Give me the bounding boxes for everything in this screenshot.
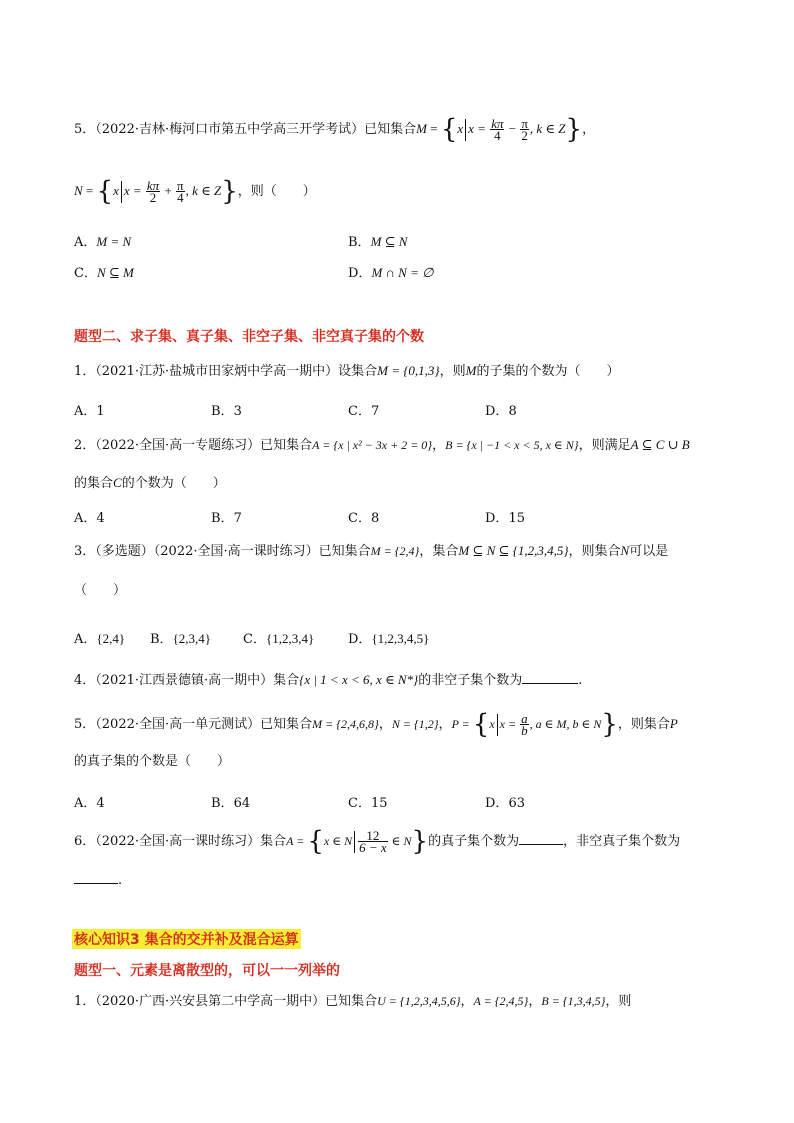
set-A-symbol: A = (286, 834, 308, 848)
option-value: 1 (96, 404, 105, 419)
option-value: {1,2,3,4} (265, 631, 315, 646)
option-label: D． (485, 796, 509, 811)
fraction-kpi-2 (146, 180, 160, 203)
question-text: 1．（2021·江苏·盐城市田家炳中学高一期中）设集合 (74, 364, 378, 379)
set-variable: x (113, 183, 119, 198)
set-B-expression: B = {1,3,4,5} (541, 994, 606, 1008)
question-text: ，则集合 (568, 544, 621, 559)
set-condition: x = (123, 183, 145, 198)
option-value: {2,4} (96, 631, 126, 646)
fraction-pi-2 (520, 118, 529, 141)
option-label: B． (348, 235, 371, 250)
question-text: ，则集合 (617, 717, 670, 732)
set-expression: M = {0,1,3} (377, 363, 440, 378)
option-expr: M ∩ N = ∅ (371, 265, 434, 280)
equals-sign: = (426, 121, 441, 136)
set-symbol: P (669, 716, 678, 731)
question-text: 可以是 (629, 544, 669, 559)
question-text: 的个数为（ ） (121, 476, 226, 491)
right-brace: } (411, 826, 429, 857)
option-value: 8 (370, 511, 380, 526)
option-b[interactable] (348, 231, 407, 250)
question-text: 2．（2022·全国·高一专题练习）已知集合 (74, 438, 313, 453)
question-3-line1 (74, 543, 668, 560)
option-label: B． (211, 511, 234, 526)
frac-den: 2 (521, 128, 528, 143)
option-label: D． (348, 632, 372, 647)
set-tail: , k ∈ Z (185, 183, 222, 198)
option-c[interactable] (243, 628, 314, 647)
option-a[interactable] (74, 400, 105, 419)
equals-sign: = (82, 183, 97, 198)
set-tail: , k ∈ Z (529, 121, 566, 136)
question-text: 3．（多选题）（2022·全国·高一课时练习）已知集合 (74, 544, 371, 559)
option-d[interactable] (485, 792, 525, 811)
option-b[interactable] (211, 507, 242, 526)
set-divider (121, 181, 122, 203)
right-brace: } (221, 176, 238, 207)
frac-num: kπ (146, 178, 160, 193)
question-text: 5．（2022·吉林·梅河口市第五中学高三开学考试）已知集合 (74, 122, 417, 137)
set-N-expression: N = {1,2} (391, 717, 439, 731)
fraction-kpi-4 (490, 118, 504, 141)
condition-expression: M ⊆ N ⊆ {1,2,3,4,5} (458, 543, 569, 558)
set-variable: x (489, 717, 495, 731)
question-5-prev-line2 (74, 176, 316, 207)
question-3-line2: （ ） (74, 583, 127, 598)
option-d[interactable] (485, 507, 525, 526)
option-value: {2,3,4} (172, 631, 212, 646)
left-brace: { (440, 114, 458, 145)
set-tail: , a ∈ M, b ∈ N (529, 717, 602, 731)
set-divider (354, 831, 355, 853)
fraction-a-b (520, 713, 529, 736)
frac-den: 4 (494, 128, 501, 143)
right-brace: } (601, 709, 618, 740)
comma: ， (582, 122, 596, 137)
period: . (118, 873, 123, 888)
option-label: C． (348, 796, 371, 811)
option-a[interactable] (74, 231, 131, 250)
option-b[interactable] (150, 628, 211, 647)
option-value: 8 (508, 404, 517, 419)
frac-num: π (177, 178, 184, 193)
option-c[interactable] (74, 262, 134, 281)
set-N-symbol: N (74, 183, 83, 198)
left-brace: { (96, 176, 114, 207)
option-label: A． (74, 235, 97, 250)
question-1 (74, 363, 620, 380)
option-c[interactable] (348, 792, 388, 811)
option-d[interactable] (348, 628, 429, 647)
option-value: 7 (233, 511, 242, 526)
question-text: 4．（2021·江西景德镇·高一期中）集合 (74, 673, 300, 688)
option-value: 63 (508, 796, 525, 811)
answer-blank-proper-subsets[interactable] (519, 831, 563, 845)
option-b[interactable] (211, 400, 242, 419)
frac-num: π (521, 116, 528, 131)
set-expression: {x | 1 < x < 6, x ∈ N*} (299, 672, 419, 687)
set-condition: x = (468, 121, 490, 136)
frac-num: 12 (358, 830, 388, 842)
set-variable: x ∈ N (323, 834, 353, 848)
section-heading: 题型一、元素是离散型的，可以一一列举的 (74, 963, 340, 979)
question-text: 1．（2020·广西·兴安县第二中学高一期中）已知集合 (74, 994, 378, 1009)
set-M-expression: M = {2,4,6,8} (312, 717, 379, 731)
option-a[interactable] (74, 507, 105, 526)
question-1-section-one (74, 993, 631, 1010)
frac-num: kπ (491, 116, 504, 131)
set-symbol: N (620, 543, 630, 558)
set-divider (497, 714, 498, 736)
comma: ， (432, 438, 446, 453)
option-value: 4 (96, 796, 105, 811)
option-label: C． (348, 404, 371, 419)
option-b[interactable] (211, 792, 250, 811)
set-A-expression: A = {x | x² − 3x + 2 = 0} (312, 438, 433, 452)
question-text: 6．（2022·全国·高一课时练习）集合 (74, 834, 287, 849)
set-condition: x = (499, 717, 520, 731)
option-label: A． (74, 632, 97, 647)
frac-den: 6 − x (359, 840, 387, 855)
question-5-prev-line1 (74, 114, 596, 145)
set-B-expression: B = {x | −1 < x < 5, x ∈ N} (445, 438, 579, 452)
answer-blank[interactable] (522, 670, 578, 684)
option-expr: M = N (96, 234, 132, 249)
option-expr: N ⊆ M (96, 265, 134, 280)
option-label: D． (485, 404, 509, 419)
period: . (578, 673, 583, 688)
question-6-line2 (74, 870, 122, 889)
question-4 (74, 670, 582, 689)
option-label: D． (348, 266, 372, 281)
fraction-12-over-6-minus-x (358, 830, 388, 853)
set-M-symbol: M (416, 121, 427, 136)
set-M-expression: M = {2,4} (370, 544, 420, 558)
frac-den: 4 (177, 190, 184, 205)
frac-den: 2 (149, 190, 157, 205)
option-a[interactable] (74, 628, 125, 647)
question-text: ，则 (605, 994, 632, 1009)
option-label: A． (74, 796, 97, 811)
question-text: ，集合 (419, 544, 459, 559)
answer-blank-nonempty-proper-subsets[interactable] (74, 870, 118, 884)
question-2-line1 (74, 437, 690, 454)
option-label: C． (243, 632, 266, 647)
question-text: 5．（2022·全国·高一单元测试）已知集合 (74, 717, 313, 732)
option-value: 15 (508, 511, 525, 526)
section-heading: 题型二、求子集、真子集、非空子集、非空真子集的个数 (74, 329, 424, 345)
set-divider (465, 119, 466, 141)
question-5-line2: 的真子集的个数是（ ） (74, 754, 231, 769)
question-6-line1 (74, 826, 681, 857)
plus-sign: + (161, 183, 176, 198)
comma: ， (528, 994, 542, 1009)
option-label: C． (74, 266, 97, 281)
set-symbol: M (465, 363, 477, 378)
condition-expression: A ⊆ C ∪ B (630, 437, 690, 452)
frac-num: a (521, 711, 528, 726)
option-value: 15 (370, 796, 388, 811)
option-label: A． (74, 404, 97, 419)
core-knowledge-heading: 核心知识3 集合的交并补及混合运算 (72, 929, 301, 949)
frac-den: b (521, 723, 528, 738)
set-tail: ∈ N (388, 834, 412, 848)
question-text: 的子集的个数为（ ） (476, 364, 620, 379)
option-a[interactable] (74, 792, 105, 811)
option-c[interactable] (348, 507, 379, 526)
option-value: 7 (370, 404, 380, 419)
question-2-line2 (74, 475, 226, 492)
minus-sign: − (505, 121, 520, 136)
option-expr: M ⊆ N (370, 234, 408, 249)
question-text: 的真子集个数为 (428, 834, 520, 849)
question-text: ，则满足 (578, 438, 631, 453)
option-value: {1,2,3,4,5} (371, 631, 430, 646)
option-value: 3 (233, 404, 242, 419)
option-value: 64 (233, 796, 251, 811)
option-label: B． (211, 796, 234, 811)
option-d[interactable] (485, 400, 517, 419)
question-text: 的非空子集个数为 (418, 673, 523, 688)
set-variable: x (457, 121, 464, 136)
question-5-line1 (74, 709, 678, 740)
left-brace: { (472, 709, 490, 740)
right-brace: } (565, 114, 583, 145)
option-d[interactable] (348, 262, 433, 281)
comma: ， (378, 717, 392, 732)
fraction-pi-4 (176, 180, 185, 203)
option-label: B． (211, 404, 234, 419)
comma: ， (438, 717, 452, 732)
question-text: 的集合 (74, 476, 114, 491)
option-label: C． (348, 511, 371, 526)
question-prompt: ，则（ ） (237, 184, 316, 199)
question-text: ，则 (439, 364, 466, 379)
option-c[interactable] (348, 400, 379, 419)
left-brace: { (307, 826, 324, 857)
comma: ， (460, 994, 474, 1009)
set-P-symbol: P = (451, 717, 473, 731)
option-label: A． (74, 511, 97, 526)
set-U-expression: U = {1,2,3,4,5,6} (377, 994, 461, 1008)
option-label: B． (150, 632, 173, 647)
set-symbol: C (113, 475, 122, 490)
option-value: 4 (96, 511, 105, 526)
set-A-expression: A = {2,4,5} (473, 994, 529, 1008)
option-label: D． (485, 511, 509, 526)
question-text: ，非空真子集个数为 (563, 834, 681, 849)
